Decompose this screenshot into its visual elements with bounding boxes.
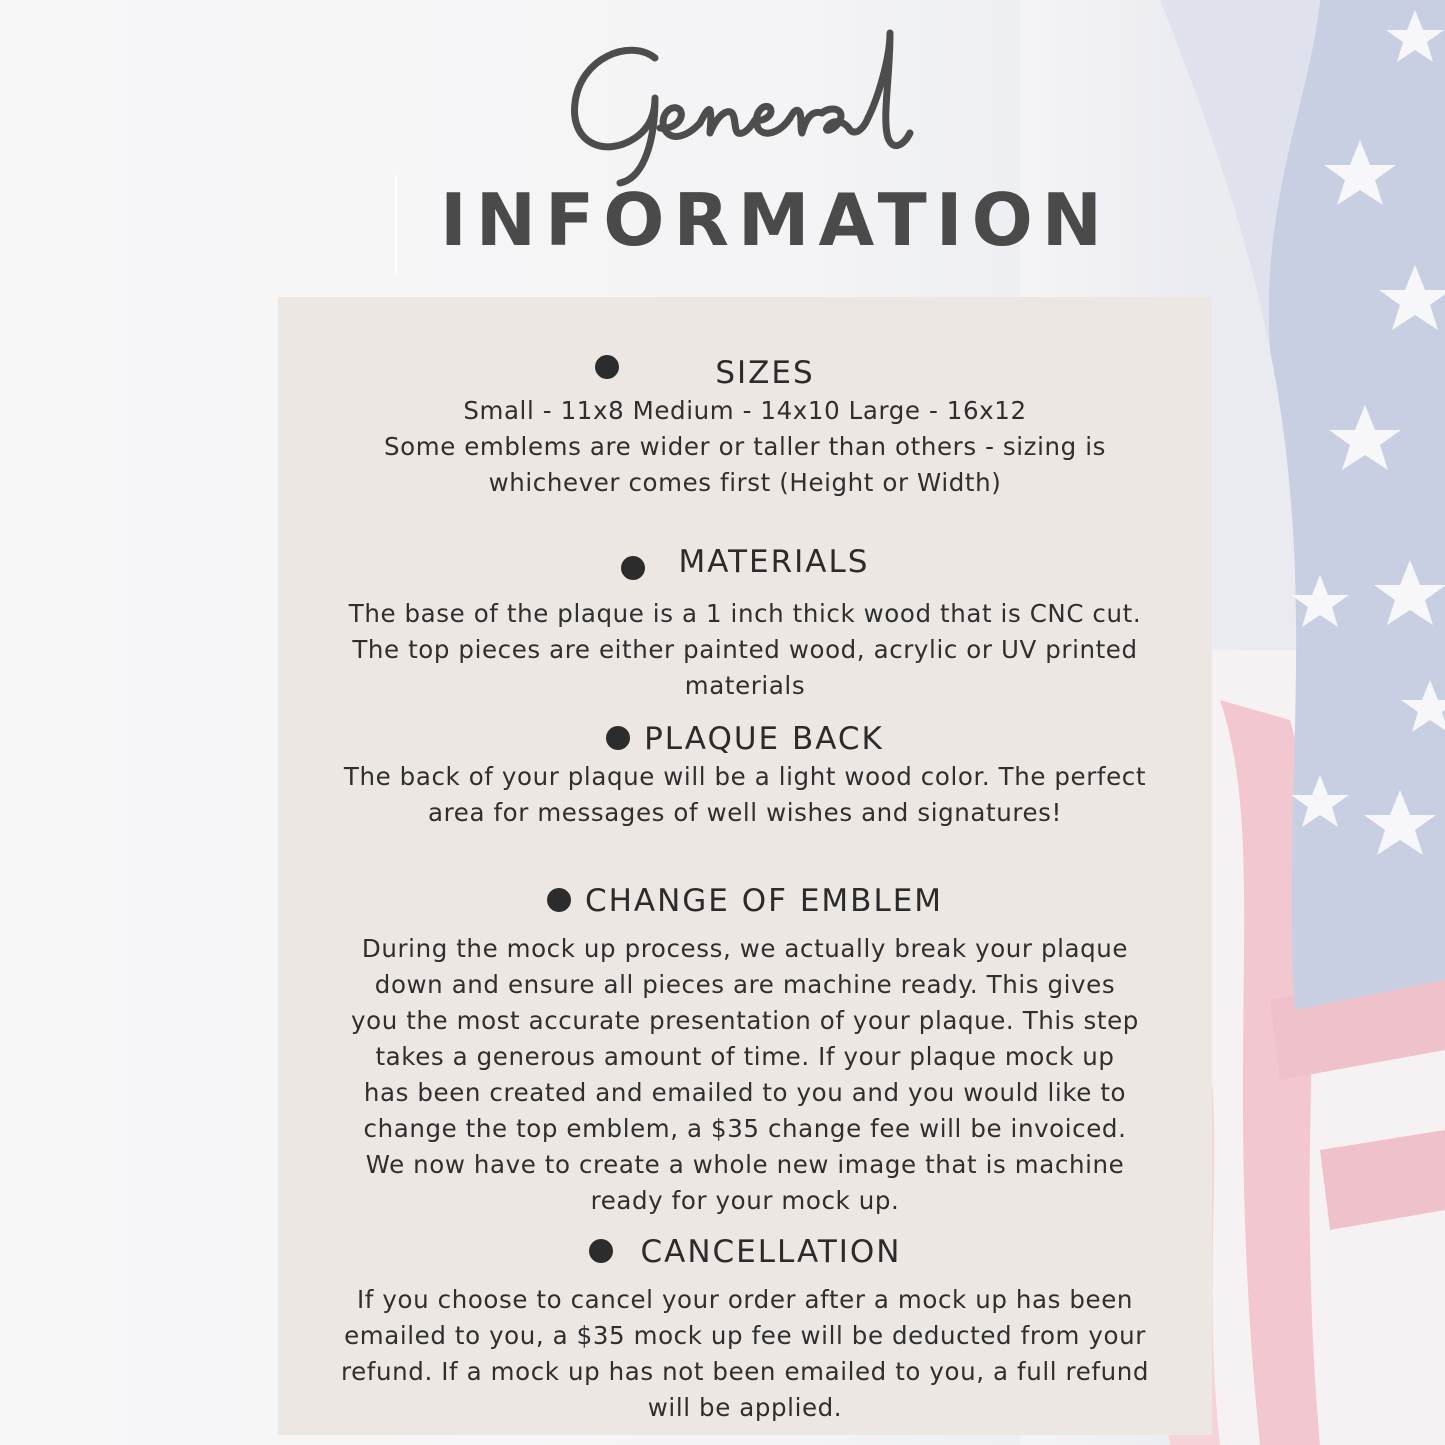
page-title: INFORMATION bbox=[440, 178, 1112, 262]
section-sizes bbox=[278, 353, 1212, 501]
section-body bbox=[278, 596, 1212, 704]
bullet-icon bbox=[606, 726, 630, 750]
title-script-lettering bbox=[560, 18, 920, 188]
body-line: During the mock up process, we actually break your plaque bbox=[361, 934, 1129, 963]
body-line: whichever comes first (Height or Width) bbox=[488, 468, 1002, 497]
body-line: We now have to create a whole new image that is machine bbox=[365, 1150, 1125, 1179]
section-body bbox=[278, 1282, 1212, 1426]
bullet-icon bbox=[595, 355, 619, 379]
info-panel bbox=[278, 297, 1212, 1435]
body-line: area for messages of well wishes and signatures! bbox=[428, 798, 1062, 827]
body-line: The base of the plaque is a 1 inch thick wood that is CNC cut. bbox=[348, 599, 1142, 628]
section-heading-text: CHANGE OF EMBLEM bbox=[584, 883, 944, 919]
body-line: The back of your plaque will be a light wood color. The perfect bbox=[343, 762, 1147, 791]
section-body bbox=[278, 393, 1212, 501]
section-body bbox=[278, 931, 1212, 1219]
body-line: Some emblems are wider or taller than others - sizing is bbox=[383, 432, 1106, 461]
body-line: takes a generous amount of time. If your plaque mock up bbox=[375, 1042, 1115, 1071]
body-line: If you choose to cancel your order after a mock up has been bbox=[356, 1285, 1133, 1314]
bullet-icon bbox=[589, 1239, 613, 1263]
body-line: materials bbox=[684, 671, 806, 700]
section-heading bbox=[278, 881, 1212, 921]
body-line: will be applied. bbox=[647, 1393, 843, 1422]
page-header bbox=[0, 0, 1445, 290]
body-line: emailed to you, a $35 mock up fee will be deducted from your bbox=[344, 1321, 1146, 1350]
section-heading bbox=[278, 353, 1212, 393]
section-heading-text: CANCELLATION bbox=[640, 1234, 902, 1270]
body-line: down and ensure all pieces are machine ready. This gives bbox=[374, 970, 1116, 999]
section-body bbox=[278, 759, 1212, 831]
section-change-of-emblem bbox=[278, 881, 1212, 1219]
body-line: Small - 11x8 Medium - 14x10 Large - 16x12 bbox=[463, 396, 1027, 425]
title-divider bbox=[395, 175, 397, 275]
body-line: change the top emblem, a $35 change fee will be invoiced. bbox=[363, 1114, 1127, 1143]
bullet-icon bbox=[621, 556, 645, 580]
body-line: The top pieces are either painted wood, acrylic or UV printed bbox=[352, 635, 1138, 664]
section-heading bbox=[278, 542, 1212, 582]
section-heading-text: SIZES bbox=[715, 355, 815, 391]
body-line: ready for your mock up. bbox=[590, 1186, 900, 1215]
section-heading bbox=[278, 1232, 1212, 1272]
section-heading-text: MATERIALS bbox=[678, 544, 870, 580]
section-heading bbox=[278, 719, 1212, 759]
body-line: you the most accurate presentation of your plaque. This step bbox=[351, 1006, 1139, 1035]
section-heading-text: PLAQUE BACK bbox=[644, 721, 884, 757]
bullet-icon bbox=[547, 888, 571, 912]
body-line: has been created and emailed to you and you would like to bbox=[363, 1078, 1127, 1107]
body-line: refund. If a mock up has not been emailed to you, a full refund bbox=[341, 1357, 1149, 1386]
section-cancellation bbox=[278, 1232, 1212, 1426]
section-plaque-back bbox=[278, 719, 1212, 831]
section-materials bbox=[278, 542, 1212, 704]
